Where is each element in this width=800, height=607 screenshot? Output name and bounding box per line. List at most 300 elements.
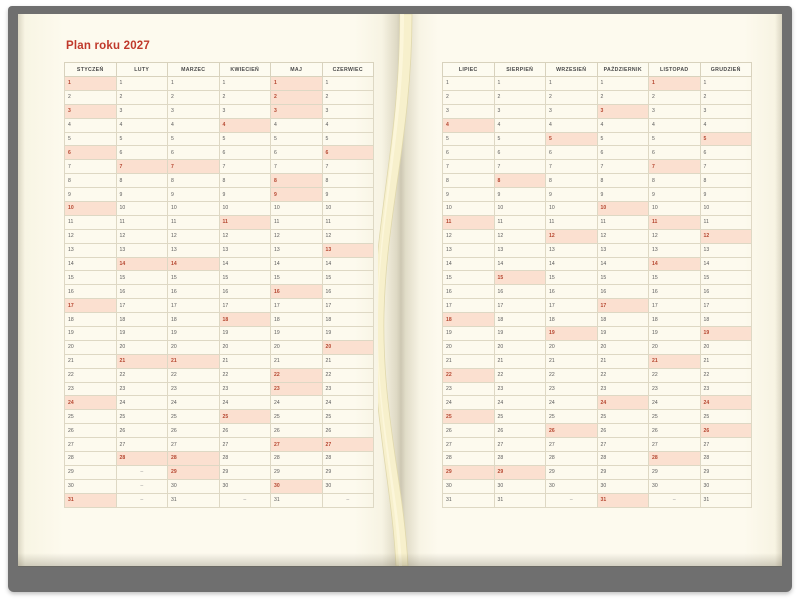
- day-cell[interactable]: 1: [322, 77, 374, 91]
- day-cell[interactable]: 21: [65, 354, 117, 368]
- day-cell[interactable]: 23: [597, 382, 649, 396]
- day-cell[interactable]: 19: [168, 327, 220, 341]
- day-cell[interactable]: 21: [322, 354, 374, 368]
- day-cell[interactable]: 10: [546, 202, 598, 216]
- day-cell[interactable]: 31: [443, 493, 495, 507]
- day-cell[interactable]: 6: [322, 146, 374, 160]
- day-cell[interactable]: 19: [219, 327, 271, 341]
- day-cell[interactable]: 9: [322, 188, 374, 202]
- day-cell[interactable]: 1: [271, 77, 323, 91]
- day-cell[interactable]: 17: [649, 299, 701, 313]
- day-cell[interactable]: 1: [649, 77, 701, 91]
- day-cell[interactable]: 19: [443, 327, 495, 341]
- day-cell[interactable]: 12: [168, 229, 220, 243]
- day-cell[interactable]: 17: [322, 299, 374, 313]
- day-cell[interactable]: 20: [322, 340, 374, 354]
- day-cell[interactable]: 26: [700, 424, 752, 438]
- day-cell[interactable]: 15: [65, 271, 117, 285]
- day-cell[interactable]: 28: [219, 452, 271, 466]
- day-cell[interactable]: 14: [494, 257, 546, 271]
- day-cell[interactable]: 27: [65, 438, 117, 452]
- day-cell[interactable]: 19: [649, 327, 701, 341]
- day-cell-empty[interactable]: –: [116, 479, 168, 493]
- day-cell[interactable]: 23: [443, 382, 495, 396]
- day-cell[interactable]: 28: [168, 452, 220, 466]
- day-cell[interactable]: 13: [443, 243, 495, 257]
- day-cell[interactable]: 18: [219, 313, 271, 327]
- day-cell[interactable]: 17: [168, 299, 220, 313]
- day-cell[interactable]: 22: [219, 368, 271, 382]
- day-cell[interactable]: 21: [116, 354, 168, 368]
- day-cell[interactable]: 11: [700, 215, 752, 229]
- day-cell[interactable]: 8: [494, 174, 546, 188]
- day-cell[interactable]: 7: [219, 160, 271, 174]
- day-cell[interactable]: 10: [65, 202, 117, 216]
- day-cell[interactable]: 2: [65, 90, 117, 104]
- day-cell[interactable]: 2: [219, 90, 271, 104]
- day-cell[interactable]: 13: [597, 243, 649, 257]
- day-cell[interactable]: 15: [597, 271, 649, 285]
- day-cell[interactable]: 26: [649, 424, 701, 438]
- day-cell[interactable]: 22: [443, 368, 495, 382]
- day-cell[interactable]: 8: [168, 174, 220, 188]
- day-cell-empty[interactable]: –: [116, 493, 168, 507]
- day-cell[interactable]: 25: [65, 410, 117, 424]
- day-cell[interactable]: 16: [700, 285, 752, 299]
- day-cell[interactable]: 3: [219, 104, 271, 118]
- day-cell[interactable]: 3: [494, 104, 546, 118]
- day-cell[interactable]: 7: [597, 160, 649, 174]
- day-cell[interactable]: 29: [649, 465, 701, 479]
- day-cell[interactable]: 18: [443, 313, 495, 327]
- day-cell[interactable]: 13: [649, 243, 701, 257]
- day-cell[interactable]: 5: [494, 132, 546, 146]
- day-cell[interactable]: 24: [494, 396, 546, 410]
- day-cell[interactable]: 18: [597, 313, 649, 327]
- day-cell[interactable]: 6: [219, 146, 271, 160]
- day-cell[interactable]: 23: [649, 382, 701, 396]
- day-cell[interactable]: 8: [116, 174, 168, 188]
- day-cell[interactable]: 22: [700, 368, 752, 382]
- day-cell[interactable]: 30: [494, 479, 546, 493]
- day-cell[interactable]: 7: [649, 160, 701, 174]
- day-cell[interactable]: 18: [65, 313, 117, 327]
- day-cell-empty[interactable]: –: [116, 465, 168, 479]
- day-cell[interactable]: 5: [168, 132, 220, 146]
- day-cell[interactable]: 20: [700, 340, 752, 354]
- day-cell[interactable]: 12: [322, 229, 374, 243]
- day-cell[interactable]: 20: [494, 340, 546, 354]
- day-cell[interactable]: 5: [597, 132, 649, 146]
- day-cell[interactable]: 24: [322, 396, 374, 410]
- day-cell[interactable]: 1: [700, 77, 752, 91]
- day-cell[interactable]: 8: [322, 174, 374, 188]
- day-cell-empty[interactable]: –: [322, 493, 374, 507]
- day-cell[interactable]: 4: [494, 118, 546, 132]
- day-cell[interactable]: 26: [494, 424, 546, 438]
- day-cell[interactable]: 5: [219, 132, 271, 146]
- day-cell[interactable]: 13: [116, 243, 168, 257]
- day-cell[interactable]: 8: [443, 174, 495, 188]
- day-cell[interactable]: 2: [443, 90, 495, 104]
- day-cell[interactable]: 11: [219, 215, 271, 229]
- day-cell[interactable]: 3: [65, 104, 117, 118]
- day-cell[interactable]: 26: [271, 424, 323, 438]
- day-cell[interactable]: 7: [494, 160, 546, 174]
- day-cell[interactable]: 4: [700, 118, 752, 132]
- day-cell[interactable]: 25: [649, 410, 701, 424]
- day-cell[interactable]: 1: [546, 77, 598, 91]
- day-cell[interactable]: 26: [219, 424, 271, 438]
- day-cell[interactable]: 14: [65, 257, 117, 271]
- day-cell[interactable]: 13: [219, 243, 271, 257]
- day-cell[interactable]: 18: [322, 313, 374, 327]
- day-cell[interactable]: 4: [546, 118, 598, 132]
- day-cell[interactable]: 24: [546, 396, 598, 410]
- day-cell[interactable]: 2: [546, 90, 598, 104]
- day-cell[interactable]: 3: [443, 104, 495, 118]
- day-cell[interactable]: 5: [65, 132, 117, 146]
- day-cell[interactable]: 9: [494, 188, 546, 202]
- day-cell[interactable]: 9: [271, 188, 323, 202]
- day-cell[interactable]: 30: [443, 479, 495, 493]
- day-cell[interactable]: 6: [271, 146, 323, 160]
- day-cell[interactable]: 15: [116, 271, 168, 285]
- day-cell[interactable]: 13: [65, 243, 117, 257]
- day-cell[interactable]: 17: [219, 299, 271, 313]
- day-cell[interactable]: 13: [271, 243, 323, 257]
- day-cell[interactable]: 30: [322, 479, 374, 493]
- day-cell[interactable]: 30: [700, 479, 752, 493]
- day-cell[interactable]: 16: [168, 285, 220, 299]
- day-cell[interactable]: 24: [597, 396, 649, 410]
- day-cell[interactable]: 6: [494, 146, 546, 160]
- day-cell[interactable]: 3: [597, 104, 649, 118]
- day-cell[interactable]: 24: [168, 396, 220, 410]
- day-cell[interactable]: 1: [116, 77, 168, 91]
- day-cell[interactable]: 6: [597, 146, 649, 160]
- day-cell[interactable]: 5: [322, 132, 374, 146]
- day-cell[interactable]: 25: [116, 410, 168, 424]
- day-cell[interactable]: 23: [322, 382, 374, 396]
- day-cell[interactable]: 23: [65, 382, 117, 396]
- day-cell[interactable]: 18: [546, 313, 598, 327]
- day-cell[interactable]: 25: [168, 410, 220, 424]
- day-cell[interactable]: 19: [700, 327, 752, 341]
- day-cell[interactable]: 9: [443, 188, 495, 202]
- day-cell[interactable]: 11: [546, 215, 598, 229]
- day-cell[interactable]: 9: [168, 188, 220, 202]
- day-cell[interactable]: 3: [271, 104, 323, 118]
- day-cell[interactable]: 16: [597, 285, 649, 299]
- day-cell[interactable]: 29: [219, 465, 271, 479]
- day-cell[interactable]: 29: [322, 465, 374, 479]
- day-cell[interactable]: 8: [700, 174, 752, 188]
- day-cell[interactable]: 16: [443, 285, 495, 299]
- day-cell[interactable]: 25: [219, 410, 271, 424]
- day-cell[interactable]: 15: [219, 271, 271, 285]
- day-cell[interactable]: 19: [546, 327, 598, 341]
- day-cell[interactable]: 4: [649, 118, 701, 132]
- day-cell[interactable]: 26: [546, 424, 598, 438]
- day-cell[interactable]: 7: [65, 160, 117, 174]
- day-cell[interactable]: 11: [271, 215, 323, 229]
- day-cell[interactable]: 21: [494, 354, 546, 368]
- day-cell[interactable]: 20: [219, 340, 271, 354]
- day-cell[interactable]: 21: [546, 354, 598, 368]
- day-cell[interactable]: 19: [494, 327, 546, 341]
- day-cell[interactable]: 10: [700, 202, 752, 216]
- day-cell[interactable]: 31: [494, 493, 546, 507]
- day-cell[interactable]: 23: [700, 382, 752, 396]
- day-cell[interactable]: 11: [322, 215, 374, 229]
- day-cell[interactable]: 5: [116, 132, 168, 146]
- day-cell-empty[interactable]: –: [649, 493, 701, 507]
- day-cell[interactable]: 6: [168, 146, 220, 160]
- day-cell[interactable]: 25: [546, 410, 598, 424]
- day-cell[interactable]: 18: [649, 313, 701, 327]
- day-cell[interactable]: 11: [116, 215, 168, 229]
- day-cell[interactable]: 28: [271, 452, 323, 466]
- day-cell[interactable]: 14: [597, 257, 649, 271]
- day-cell[interactable]: 14: [271, 257, 323, 271]
- day-cell[interactable]: 5: [271, 132, 323, 146]
- day-cell[interactable]: 19: [116, 327, 168, 341]
- day-cell[interactable]: 22: [546, 368, 598, 382]
- day-cell[interactable]: 29: [271, 465, 323, 479]
- day-cell[interactable]: 15: [494, 271, 546, 285]
- day-cell[interactable]: 23: [271, 382, 323, 396]
- day-cell[interactable]: 20: [168, 340, 220, 354]
- day-cell[interactable]: 22: [168, 368, 220, 382]
- day-cell[interactable]: 27: [597, 438, 649, 452]
- day-cell[interactable]: 15: [271, 271, 323, 285]
- day-cell[interactable]: 21: [168, 354, 220, 368]
- day-cell[interactable]: 23: [494, 382, 546, 396]
- day-cell[interactable]: 2: [322, 90, 374, 104]
- day-cell[interactable]: 29: [443, 465, 495, 479]
- day-cell[interactable]: 29: [65, 465, 117, 479]
- day-cell[interactable]: 7: [116, 160, 168, 174]
- day-cell[interactable]: 4: [65, 118, 117, 132]
- day-cell[interactable]: 15: [700, 271, 752, 285]
- day-cell[interactable]: 5: [649, 132, 701, 146]
- day-cell[interactable]: 20: [65, 340, 117, 354]
- day-cell[interactable]: 6: [649, 146, 701, 160]
- day-cell[interactable]: 9: [546, 188, 598, 202]
- day-cell[interactable]: 4: [168, 118, 220, 132]
- day-cell[interactable]: 12: [443, 229, 495, 243]
- day-cell[interactable]: 10: [494, 202, 546, 216]
- day-cell[interactable]: 17: [271, 299, 323, 313]
- day-cell[interactable]: 9: [116, 188, 168, 202]
- day-cell[interactable]: 24: [271, 396, 323, 410]
- day-cell[interactable]: 28: [116, 452, 168, 466]
- day-cell[interactable]: 16: [65, 285, 117, 299]
- day-cell[interactable]: 27: [271, 438, 323, 452]
- day-cell[interactable]: 24: [443, 396, 495, 410]
- day-cell[interactable]: 27: [546, 438, 598, 452]
- day-cell[interactable]: 8: [597, 174, 649, 188]
- day-cell[interactable]: 11: [597, 215, 649, 229]
- day-cell[interactable]: 12: [700, 229, 752, 243]
- day-cell[interactable]: 19: [597, 327, 649, 341]
- day-cell[interactable]: 13: [700, 243, 752, 257]
- day-cell[interactable]: 10: [219, 202, 271, 216]
- day-cell[interactable]: 30: [65, 479, 117, 493]
- day-cell[interactable]: 12: [494, 229, 546, 243]
- day-cell[interactable]: 13: [322, 243, 374, 257]
- day-cell[interactable]: 6: [700, 146, 752, 160]
- day-cell[interactable]: 17: [443, 299, 495, 313]
- day-cell[interactable]: 1: [494, 77, 546, 91]
- day-cell[interactable]: 3: [168, 104, 220, 118]
- day-cell[interactable]: 15: [168, 271, 220, 285]
- day-cell[interactable]: 18: [494, 313, 546, 327]
- day-cell[interactable]: 28: [494, 452, 546, 466]
- day-cell[interactable]: 26: [443, 424, 495, 438]
- day-cell[interactable]: 30: [597, 479, 649, 493]
- day-cell[interactable]: 17: [65, 299, 117, 313]
- day-cell[interactable]: 25: [322, 410, 374, 424]
- day-cell[interactable]: 26: [597, 424, 649, 438]
- day-cell[interactable]: 14: [700, 257, 752, 271]
- day-cell[interactable]: 27: [494, 438, 546, 452]
- day-cell[interactable]: 4: [322, 118, 374, 132]
- day-cell[interactable]: 27: [700, 438, 752, 452]
- day-cell[interactable]: 30: [649, 479, 701, 493]
- day-cell[interactable]: 14: [649, 257, 701, 271]
- day-cell[interactable]: 4: [597, 118, 649, 132]
- day-cell[interactable]: 12: [271, 229, 323, 243]
- day-cell[interactable]: 30: [546, 479, 598, 493]
- day-cell[interactable]: 7: [443, 160, 495, 174]
- day-cell[interactable]: 5: [700, 132, 752, 146]
- day-cell[interactable]: 10: [271, 202, 323, 216]
- day-cell[interactable]: 14: [546, 257, 598, 271]
- day-cell[interactable]: 13: [546, 243, 598, 257]
- day-cell[interactable]: 9: [649, 188, 701, 202]
- day-cell[interactable]: 7: [546, 160, 598, 174]
- day-cell[interactable]: 28: [649, 452, 701, 466]
- day-cell[interactable]: 8: [219, 174, 271, 188]
- day-cell[interactable]: 27: [443, 438, 495, 452]
- day-cell[interactable]: 16: [116, 285, 168, 299]
- day-cell[interactable]: 25: [494, 410, 546, 424]
- day-cell[interactable]: 14: [219, 257, 271, 271]
- day-cell[interactable]: 28: [443, 452, 495, 466]
- day-cell[interactable]: 24: [116, 396, 168, 410]
- day-cell[interactable]: 3: [116, 104, 168, 118]
- day-cell[interactable]: 25: [443, 410, 495, 424]
- day-cell[interactable]: 22: [65, 368, 117, 382]
- day-cell[interactable]: 29: [546, 465, 598, 479]
- day-cell[interactable]: 1: [443, 77, 495, 91]
- day-cell[interactable]: 4: [219, 118, 271, 132]
- day-cell[interactable]: 3: [546, 104, 598, 118]
- day-cell[interactable]: 1: [597, 77, 649, 91]
- day-cell[interactable]: 13: [494, 243, 546, 257]
- day-cell[interactable]: 25: [597, 410, 649, 424]
- day-cell[interactable]: 24: [649, 396, 701, 410]
- day-cell[interactable]: 10: [649, 202, 701, 216]
- day-cell[interactable]: 22: [494, 368, 546, 382]
- day-cell[interactable]: 20: [271, 340, 323, 354]
- day-cell[interactable]: 24: [700, 396, 752, 410]
- day-cell[interactable]: 26: [65, 424, 117, 438]
- day-cell[interactable]: 29: [494, 465, 546, 479]
- day-cell-empty[interactable]: –: [546, 493, 598, 507]
- day-cell[interactable]: 18: [700, 313, 752, 327]
- day-cell[interactable]: 21: [443, 354, 495, 368]
- day-cell[interactable]: 14: [116, 257, 168, 271]
- day-cell[interactable]: 10: [168, 202, 220, 216]
- day-cell[interactable]: 8: [546, 174, 598, 188]
- day-cell[interactable]: 4: [116, 118, 168, 132]
- day-cell[interactable]: 16: [219, 285, 271, 299]
- day-cell[interactable]: 17: [546, 299, 598, 313]
- day-cell[interactable]: 1: [168, 77, 220, 91]
- day-cell[interactable]: 15: [322, 271, 374, 285]
- day-cell[interactable]: 6: [443, 146, 495, 160]
- day-cell[interactable]: 20: [546, 340, 598, 354]
- day-cell[interactable]: 12: [65, 229, 117, 243]
- day-cell[interactable]: 11: [494, 215, 546, 229]
- day-cell[interactable]: 12: [546, 229, 598, 243]
- day-cell[interactable]: 21: [597, 354, 649, 368]
- day-cell[interactable]: 16: [494, 285, 546, 299]
- day-cell[interactable]: 8: [65, 174, 117, 188]
- day-cell[interactable]: 15: [546, 271, 598, 285]
- day-cell[interactable]: 22: [116, 368, 168, 382]
- day-cell[interactable]: 6: [116, 146, 168, 160]
- day-cell[interactable]: 7: [700, 160, 752, 174]
- day-cell[interactable]: 14: [322, 257, 374, 271]
- day-cell[interactable]: 27: [219, 438, 271, 452]
- day-cell[interactable]: 9: [65, 188, 117, 202]
- day-cell[interactable]: 28: [546, 452, 598, 466]
- day-cell[interactable]: 30: [168, 479, 220, 493]
- day-cell[interactable]: 17: [597, 299, 649, 313]
- day-cell[interactable]: 1: [219, 77, 271, 91]
- day-cell[interactable]: 28: [597, 452, 649, 466]
- day-cell[interactable]: 9: [700, 188, 752, 202]
- day-cell[interactable]: 4: [271, 118, 323, 132]
- day-cell[interactable]: 2: [649, 90, 701, 104]
- day-cell[interactable]: 2: [494, 90, 546, 104]
- day-cell[interactable]: 30: [219, 479, 271, 493]
- day-cell[interactable]: 17: [116, 299, 168, 313]
- day-cell[interactable]: 31: [597, 493, 649, 507]
- day-cell[interactable]: 19: [65, 327, 117, 341]
- day-cell[interactable]: 31: [271, 493, 323, 507]
- day-cell[interactable]: 15: [443, 271, 495, 285]
- day-cell[interactable]: 31: [65, 493, 117, 507]
- day-cell[interactable]: 2: [597, 90, 649, 104]
- day-cell[interactable]: 5: [443, 132, 495, 146]
- day-cell[interactable]: 22: [649, 368, 701, 382]
- day-cell[interactable]: 7: [168, 160, 220, 174]
- day-cell[interactable]: 9: [597, 188, 649, 202]
- day-cell[interactable]: 3: [700, 104, 752, 118]
- day-cell[interactable]: 20: [116, 340, 168, 354]
- day-cell[interactable]: 11: [168, 215, 220, 229]
- day-cell[interactable]: 10: [322, 202, 374, 216]
- day-cell[interactable]: 11: [649, 215, 701, 229]
- day-cell[interactable]: 12: [649, 229, 701, 243]
- day-cell[interactable]: 7: [322, 160, 374, 174]
- day-cell[interactable]: 10: [443, 202, 495, 216]
